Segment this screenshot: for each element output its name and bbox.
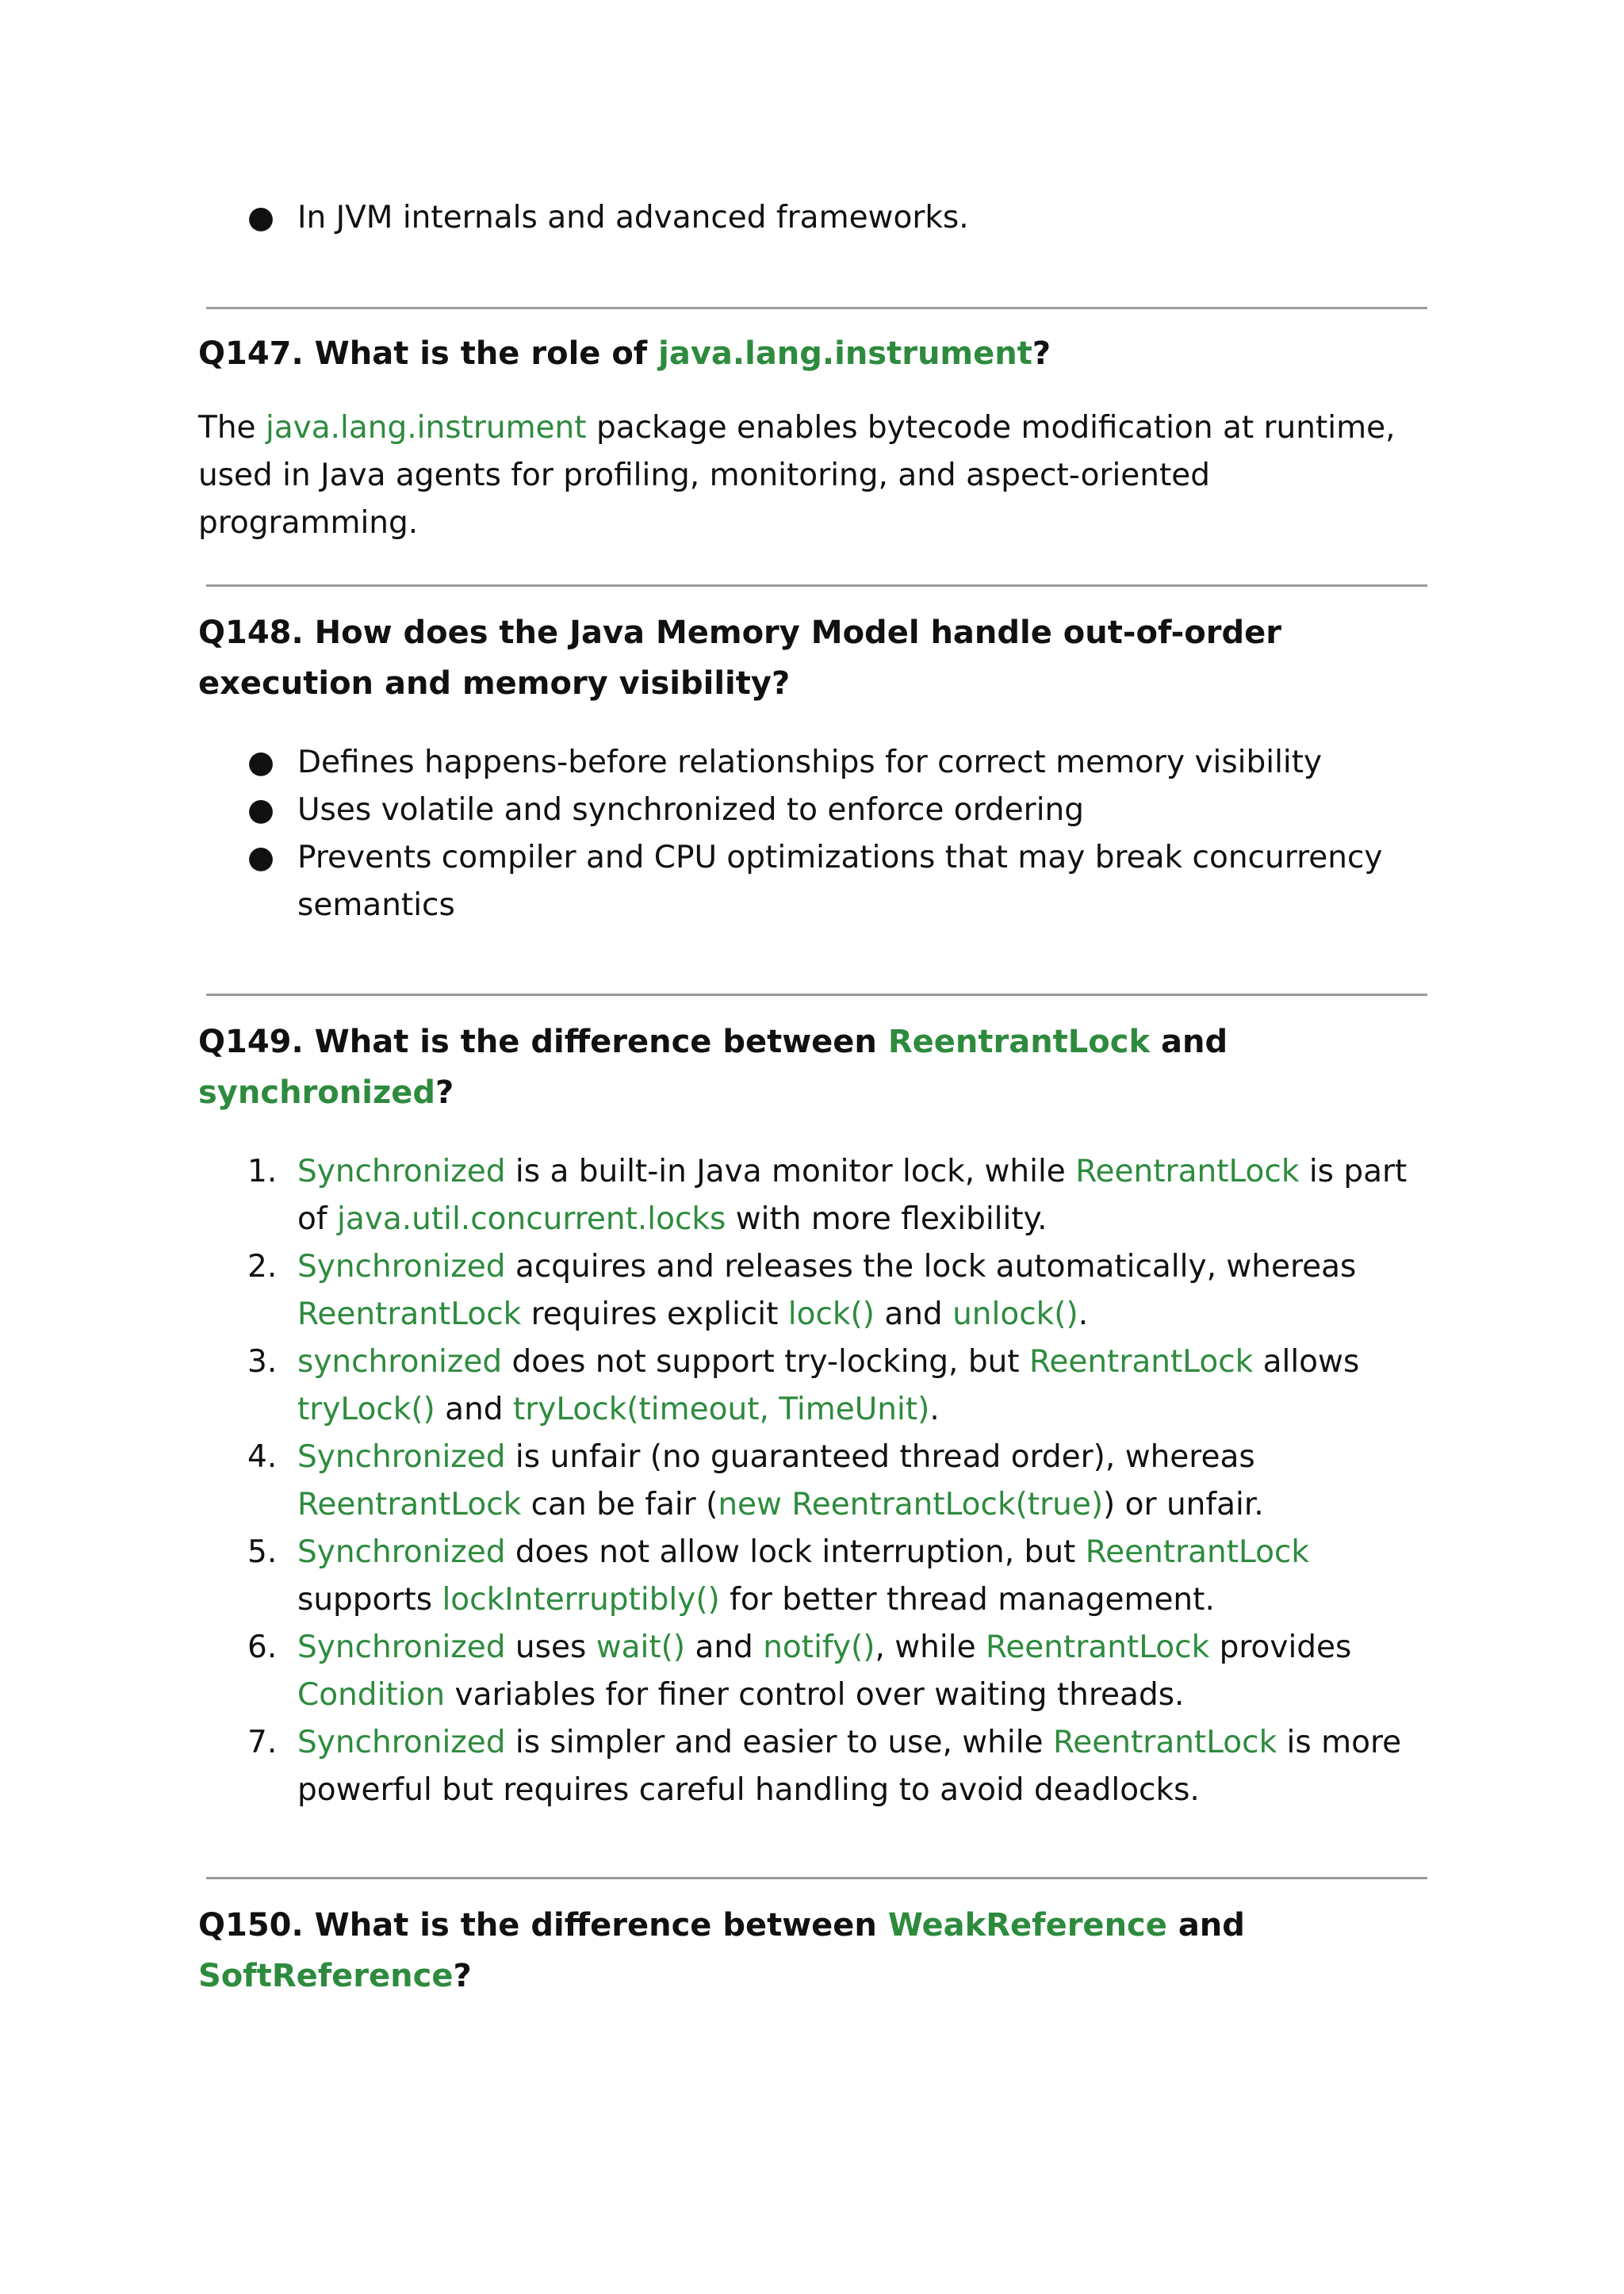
q149-numbered-list	[198, 1148, 1435, 1814]
code-term: lockInterruptibly()	[442, 1582, 720, 1618]
item-text: supports	[297, 1582, 442, 1618]
code-term: java.util.concurrent.locks	[337, 1201, 726, 1237]
intro-bullet-block	[198, 194, 1435, 242]
list-number: 4.	[247, 1439, 278, 1475]
list-item: ● Uses volatile and synchronized to enforce ordering	[198, 787, 1435, 834]
list-item	[198, 1529, 1435, 1624]
q150-section	[198, 1900, 1435, 2001]
list-item	[198, 1434, 1435, 1529]
item-text: for better thread management.	[719, 1582, 1215, 1618]
list-number: 6.	[247, 1630, 278, 1665]
list-number: 1.	[247, 1154, 278, 1189]
code-term: Synchronized	[297, 1439, 506, 1475]
code-term: unlock()	[952, 1296, 1078, 1332]
code-term: SoftReference	[198, 1958, 454, 1994]
item-text: can be fair (	[521, 1487, 718, 1522]
q147-heading: Q147. What is the role of java.lang.instrument?	[198, 335, 1051, 372]
item-text: ) or unfair.	[1103, 1487, 1264, 1522]
item-text: does not allow lock interruption, but	[505, 1534, 1086, 1570]
item-text: .	[929, 1392, 940, 1427]
code-term: synchronized	[198, 1074, 435, 1111]
list-item	[198, 1243, 1435, 1338]
code-term: synchronized	[297, 1344, 503, 1380]
code-term: ReentrantLock	[1029, 1344, 1254, 1380]
q148-section	[198, 607, 1435, 929]
q149-section	[198, 1017, 1435, 1814]
bullet-icon: ●	[247, 745, 275, 780]
list-item	[198, 1719, 1435, 1814]
code-term: ReentrantLock	[887, 1024, 1151, 1060]
code-term: java.lang.instrument	[658, 335, 1032, 372]
q147-section	[198, 328, 1435, 547]
item-text: and	[435, 1392, 513, 1427]
item-text: is more powerful but requires careful handling to avoid deadlocks.	[297, 1725, 1402, 1808]
code-term: tryLock(timeout, TimeUnit)	[512, 1392, 930, 1427]
code-term: Condition	[297, 1677, 446, 1713]
code-term: Synchronized	[297, 1725, 506, 1760]
item-text: is part of	[297, 1154, 1408, 1237]
q148-bullet-list	[198, 739, 1435, 929]
divider	[206, 584, 1427, 587]
item-text: acquires and releases the lock automatically, whereas	[505, 1249, 1357, 1285]
item-text: allows	[1253, 1344, 1360, 1380]
code-term: WeakReference	[887, 1907, 1167, 1944]
item-text: requires explicit	[521, 1296, 788, 1332]
item-text: with more flexibility.	[726, 1201, 1048, 1237]
code-term: ReentrantLock	[1085, 1534, 1309, 1570]
item-text: and	[685, 1630, 764, 1665]
code-term: lock()	[787, 1296, 875, 1332]
code-term: Synchronized	[297, 1630, 506, 1665]
code-term: java.lang.instrument	[265, 410, 587, 446]
q148-heading: Q148. How does the Java Memory Model handle out-of-order execution and memory visibility?	[198, 615, 1281, 702]
list-number: 2.	[247, 1249, 278, 1285]
item-text: variables for finer control over waiting threads.	[445, 1677, 1185, 1713]
bullet-icon: ●	[247, 840, 275, 875]
q147-answer: The java.lang.instrument package enables bytecode modification at runtime, used in Java agents for profiling, monitoring, and aspect-oriented programming.	[198, 410, 1396, 541]
code-term: new ReentrantLock(true)	[718, 1487, 1104, 1522]
item-text: is unfair (no guaranteed thread order), whereas	[505, 1439, 1255, 1475]
list-item: ● Defines happens-before relationships for correct memory visibility	[198, 739, 1435, 787]
code-term: Synchronized	[297, 1249, 506, 1285]
divider	[206, 307, 1427, 309]
list-item: ● Prevents compiler and CPU optimizations that may break concurrency semantics	[198, 834, 1435, 929]
code-term: Synchronized	[297, 1154, 506, 1189]
item-text: does not support try-locking, but	[502, 1344, 1029, 1380]
code-term: ReentrantLock	[297, 1296, 522, 1332]
q150-heading: Q150. What is the difference between WeakReference and SoftReference?	[198, 1907, 1245, 1994]
item-text: and	[874, 1296, 953, 1332]
code-term: ReentrantLock	[1075, 1154, 1300, 1189]
list-number: 5.	[247, 1534, 278, 1570]
code-term: Synchronized	[297, 1534, 506, 1570]
code-term: notify()	[763, 1630, 875, 1665]
code-term: wait()	[596, 1630, 686, 1665]
code-term: tryLock()	[297, 1392, 435, 1427]
bullet-icon: ●	[247, 200, 275, 236]
divider	[206, 1877, 1427, 1879]
code-term: ReentrantLock	[1052, 1725, 1277, 1760]
item-text: provides	[1209, 1630, 1352, 1665]
list-item	[198, 1148, 1435, 1243]
item-text: , while	[875, 1630, 986, 1665]
divider	[206, 994, 1427, 996]
list-item	[198, 194, 1435, 242]
bullet-text: In JVM internals and advanced frameworks.	[297, 200, 969, 236]
item-text: .	[1078, 1296, 1089, 1332]
item-text: is a built-in Java monitor lock, while	[505, 1154, 1076, 1189]
list-number: 7.	[247, 1725, 278, 1760]
list-item	[198, 1338, 1435, 1434]
list-item	[198, 1624, 1435, 1719]
code-term: ReentrantLock	[297, 1487, 522, 1522]
bullet-icon: ●	[247, 792, 275, 828]
list-number: 3.	[247, 1344, 278, 1380]
q149-heading: Q149. What is the difference between ReentrantLock and synchronized?	[198, 1024, 1228, 1111]
item-text: uses	[505, 1630, 596, 1665]
code-term: ReentrantLock	[985, 1630, 1210, 1665]
item-text: is simpler and easier to use, while	[505, 1725, 1053, 1760]
